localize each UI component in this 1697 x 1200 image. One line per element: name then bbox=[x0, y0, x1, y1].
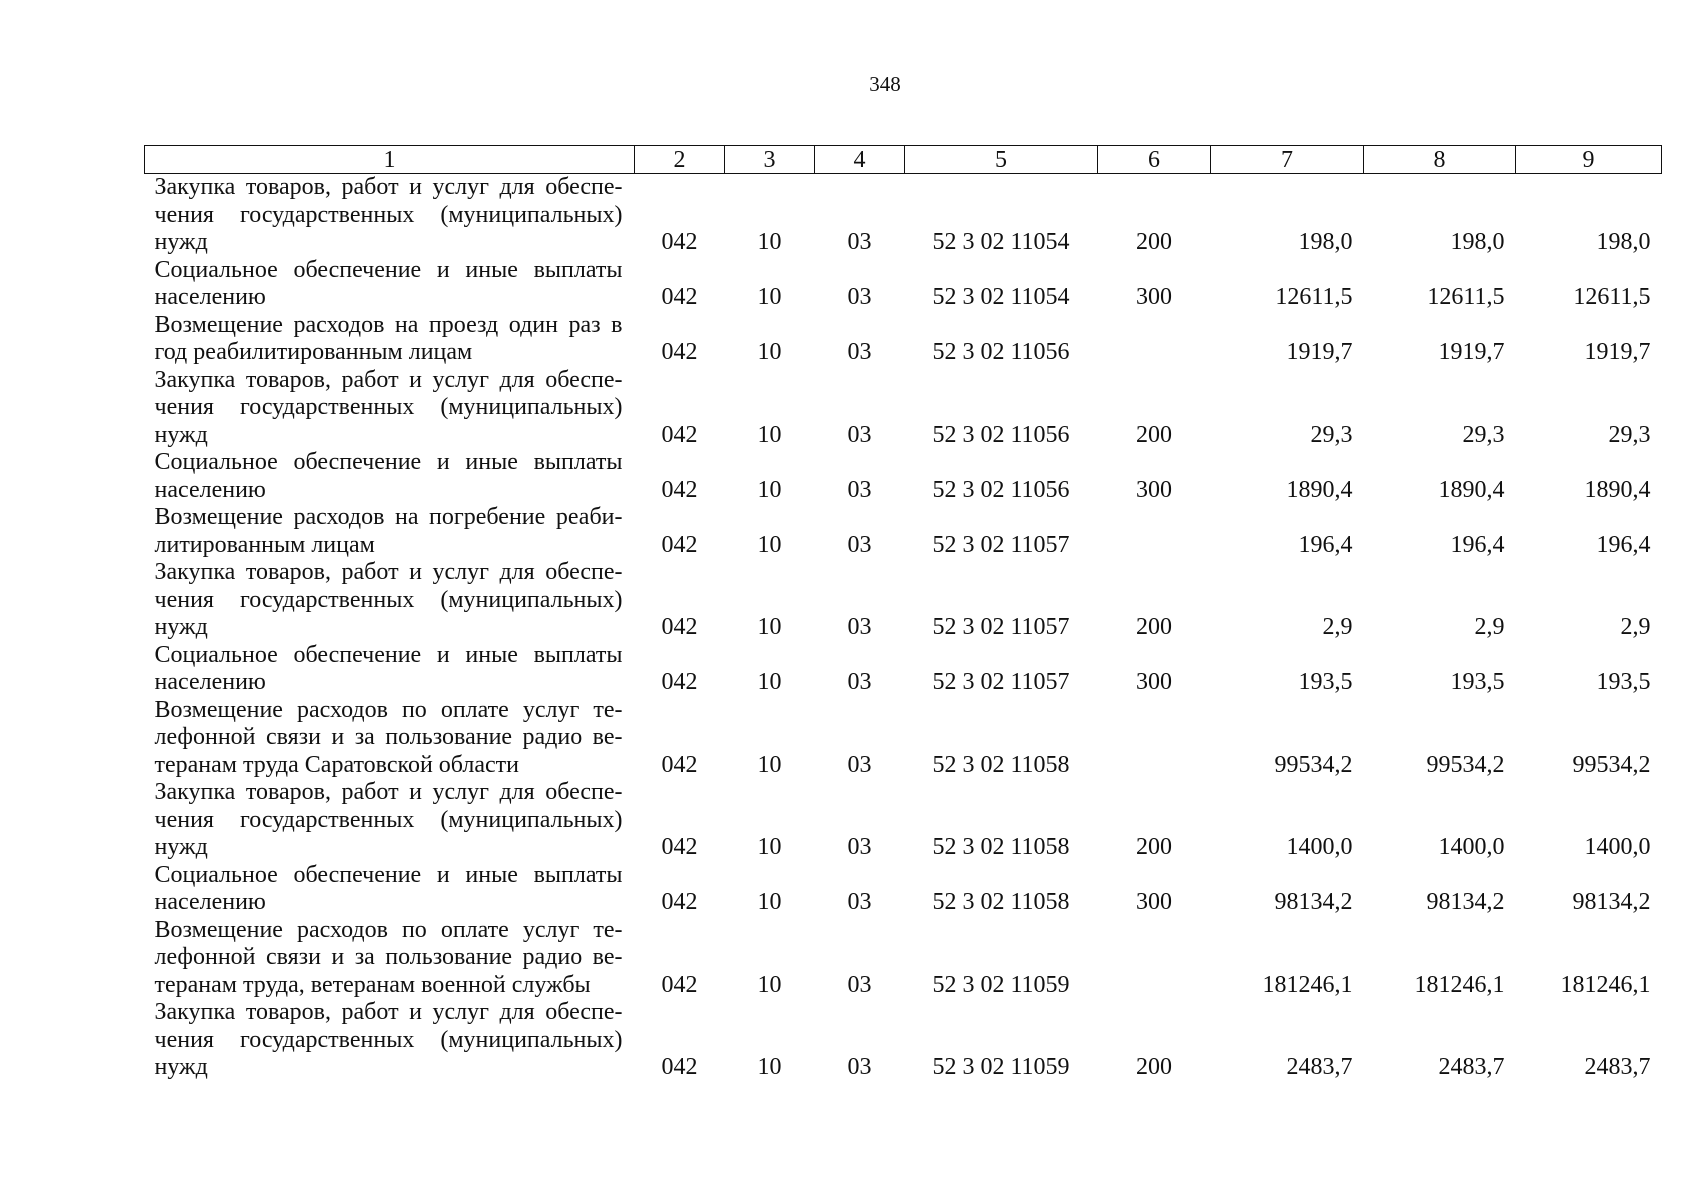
column-header: 9 bbox=[1516, 146, 1662, 174]
expense-type-code: 200 bbox=[1136, 834, 1172, 860]
amount-col-9: 98134,2 bbox=[1572, 889, 1651, 915]
amount-col-7: 29,3 bbox=[1310, 421, 1353, 448]
amount-col-9: 1400,0 bbox=[1584, 834, 1651, 860]
table-row bbox=[145, 257, 1662, 312]
target-article-code: 52 3 02 11054 bbox=[932, 229, 1070, 255]
table-row bbox=[145, 862, 1662, 917]
table-row bbox=[145, 504, 1662, 559]
amount-col-9: 2,9 bbox=[1620, 614, 1651, 640]
expense-type-code: 300 bbox=[1136, 284, 1172, 310]
amount-col-8: 193,5 bbox=[1450, 669, 1505, 695]
amount-col-7: 181246,1 bbox=[1262, 971, 1353, 998]
column-header: 1 bbox=[145, 146, 635, 174]
subsection-code: 03 bbox=[847, 421, 872, 448]
subsection-code: 03 bbox=[847, 531, 872, 558]
target-article-code: 52 3 02 11058 bbox=[932, 834, 1070, 860]
row-description: Закупка товаров, работ и услуг для обеспе-чения государственных (муниципальных) нужд bbox=[154, 779, 623, 860]
target-article-code: 52 3 02 11058 bbox=[932, 751, 1070, 778]
amount-col-7: 99534,2 bbox=[1274, 751, 1353, 778]
admin-code: 042 bbox=[661, 476, 698, 503]
table-row bbox=[145, 779, 1662, 862]
expense-type-code: 300 bbox=[1136, 476, 1172, 503]
column-header: 8 bbox=[1364, 146, 1516, 174]
table-row bbox=[145, 174, 1662, 257]
expense-type-code bbox=[1098, 312, 1211, 367]
amount-col-7: 2,9 bbox=[1322, 614, 1353, 640]
row-description: Социальное обеспечение и иные выплаты населению bbox=[154, 861, 623, 915]
admin-code: 042 bbox=[661, 971, 698, 998]
amount-col-9: 181246,1 bbox=[1560, 971, 1651, 998]
subsection-code: 03 bbox=[847, 284, 872, 310]
subsection-code: 03 bbox=[847, 834, 872, 860]
amount-col-9: 99534,2 bbox=[1572, 751, 1651, 778]
table-row bbox=[145, 312, 1662, 367]
budget-table bbox=[144, 145, 1662, 1082]
row-description: Социальное обеспечение и иные выплаты населению bbox=[154, 256, 623, 310]
target-article-code: 52 3 02 11059 bbox=[932, 971, 1070, 998]
row-description: Закупка товаров, работ и услуг для обеспе-чения государственных (муниципальных) нужд bbox=[154, 174, 623, 255]
amount-col-8: 98134,2 bbox=[1426, 889, 1505, 915]
column-header: 4 bbox=[815, 146, 905, 174]
expense-type-code bbox=[1098, 697, 1211, 780]
amount-col-7: 1400,0 bbox=[1286, 834, 1353, 860]
header-row bbox=[145, 146, 1662, 174]
target-article-code: 52 3 02 11059 bbox=[932, 1054, 1070, 1080]
amount-col-9: 196,4 bbox=[1596, 531, 1651, 558]
section-code: 10 bbox=[757, 614, 782, 640]
row-description: Социальное обеспечение и иные выплаты населению bbox=[154, 641, 623, 695]
amount-col-8: 29,3 bbox=[1462, 421, 1505, 448]
admin-code: 042 bbox=[661, 339, 698, 365]
amount-col-8: 2,9 bbox=[1474, 614, 1505, 640]
amount-col-8: 196,4 bbox=[1450, 531, 1505, 558]
section-code: 10 bbox=[757, 476, 782, 503]
amount-col-9: 29,3 bbox=[1608, 421, 1651, 448]
subsection-code: 03 bbox=[847, 614, 872, 640]
target-article-code: 52 3 02 11054 bbox=[932, 284, 1070, 310]
column-header: 6 bbox=[1098, 146, 1211, 174]
amount-col-7: 193,5 bbox=[1298, 669, 1353, 695]
amount-col-7: 12611,5 bbox=[1275, 284, 1353, 310]
table-row bbox=[145, 917, 1662, 1000]
amount-col-9: 12611,5 bbox=[1573, 284, 1651, 310]
section-code: 10 bbox=[757, 1054, 782, 1080]
admin-code: 042 bbox=[661, 834, 698, 860]
subsection-code: 03 bbox=[847, 339, 872, 365]
expense-type-code: 300 bbox=[1136, 669, 1172, 695]
table-body bbox=[145, 174, 1662, 1082]
amount-col-8: 198,0 bbox=[1450, 229, 1505, 255]
subsection-code: 03 bbox=[847, 229, 872, 255]
admin-code: 042 bbox=[661, 669, 698, 695]
row-description: Закупка товаров, работ и услуг для обеспе-чения государственных (муниципальных) нужд bbox=[154, 999, 623, 1080]
admin-code: 042 bbox=[661, 531, 698, 558]
admin-code: 042 bbox=[661, 751, 698, 778]
admin-code: 042 bbox=[661, 1054, 698, 1080]
section-code: 10 bbox=[757, 834, 782, 860]
row-description: Закупка товаров, работ и услуг для обеспе-чения государственных (муниципальных) нужд bbox=[154, 366, 623, 448]
column-header: 2 bbox=[635, 146, 725, 174]
section-code: 10 bbox=[757, 284, 782, 310]
column-header: 5 bbox=[905, 146, 1098, 174]
column-header: 3 bbox=[725, 146, 815, 174]
expense-type-code bbox=[1098, 504, 1211, 559]
amount-col-8: 1400,0 bbox=[1438, 834, 1505, 860]
target-article-code: 52 3 02 11057 bbox=[932, 614, 1070, 640]
subsection-code: 03 bbox=[847, 1054, 872, 1080]
section-code: 10 bbox=[757, 339, 782, 365]
section-code: 10 bbox=[757, 971, 782, 998]
amount-col-7: 198,0 bbox=[1298, 229, 1353, 255]
amount-col-7: 98134,2 bbox=[1274, 889, 1353, 915]
admin-code: 042 bbox=[661, 284, 698, 310]
table-row bbox=[145, 367, 1662, 450]
amount-col-7: 1919,7 bbox=[1286, 339, 1353, 365]
subsection-code: 03 bbox=[847, 476, 872, 503]
section-code: 10 bbox=[757, 889, 782, 915]
row-description: Закупка товаров, работ и услуг для обеспе-чения государственных (муниципальных) нужд bbox=[154, 559, 623, 640]
amount-col-7: 196,4 bbox=[1298, 531, 1353, 558]
row-description: Возмещение расходов по оплате услуг те-лефонной связи и за пользование радио ве-теранам труда Саратовской области bbox=[154, 696, 623, 778]
subsection-code: 03 bbox=[847, 669, 872, 695]
page-number: 348 bbox=[869, 72, 901, 96]
subsection-code: 03 bbox=[847, 889, 872, 915]
table-row bbox=[145, 559, 1662, 642]
expense-type-code: 300 bbox=[1136, 889, 1172, 915]
subsection-code: 03 bbox=[847, 751, 872, 778]
row-description: Возмещение расходов на погребение реаби-литированным лицам bbox=[154, 504, 623, 558]
table-row bbox=[145, 697, 1662, 780]
target-article-code: 52 3 02 11057 bbox=[932, 531, 1070, 558]
expense-type-code: 200 bbox=[1136, 1054, 1172, 1080]
target-article-code: 52 3 02 11058 bbox=[932, 889, 1070, 915]
target-article-code: 52 3 02 11056 bbox=[932, 476, 1070, 503]
amount-col-8: 99534,2 bbox=[1426, 751, 1505, 778]
table-row bbox=[145, 999, 1662, 1082]
amount-col-8: 181246,1 bbox=[1414, 971, 1505, 998]
section-code: 10 bbox=[757, 531, 782, 558]
amount-col-8: 2483,7 bbox=[1438, 1054, 1505, 1080]
expense-type-code bbox=[1098, 917, 1211, 1000]
amount-col-9: 198,0 bbox=[1596, 229, 1651, 255]
subsection-code: 03 bbox=[847, 971, 872, 998]
amount-col-9: 1890,4 bbox=[1584, 476, 1651, 503]
expense-type-code: 200 bbox=[1136, 421, 1172, 448]
row-description: Возмещение расходов на проезд один раз в год реабилитированным лицам bbox=[154, 311, 623, 365]
amount-col-9: 1919,7 bbox=[1584, 339, 1651, 365]
table-row bbox=[145, 449, 1662, 504]
column-header: 7 bbox=[1211, 146, 1364, 174]
target-article-code: 52 3 02 11057 bbox=[932, 669, 1070, 695]
target-article-code: 52 3 02 11056 bbox=[932, 339, 1070, 365]
section-code: 10 bbox=[757, 421, 782, 448]
row-description: Социальное обеспечение и иные выплаты населению bbox=[154, 449, 623, 503]
admin-code: 042 bbox=[661, 614, 698, 640]
amount-col-9: 2483,7 bbox=[1584, 1054, 1651, 1080]
expense-type-code: 200 bbox=[1136, 229, 1172, 255]
admin-code: 042 bbox=[661, 229, 698, 255]
section-code: 10 bbox=[757, 669, 782, 695]
table-row bbox=[145, 642, 1662, 697]
amount-col-8: 1890,4 bbox=[1438, 476, 1505, 503]
admin-code: 042 bbox=[661, 421, 698, 448]
amount-col-8: 1919,7 bbox=[1438, 339, 1505, 365]
amount-col-7: 2483,7 bbox=[1286, 1054, 1353, 1080]
section-code: 10 bbox=[757, 751, 782, 778]
amount-col-9: 193,5 bbox=[1596, 669, 1651, 695]
row-description: Возмещение расходов по оплате услуг те-лефонной связи и за пользование радио ве-теранам труда, ветеранам военной службы bbox=[154, 916, 623, 998]
expense-type-code: 200 bbox=[1136, 614, 1172, 640]
amount-col-7: 1890,4 bbox=[1286, 476, 1353, 503]
amount-col-8: 12611,5 bbox=[1427, 284, 1505, 310]
section-code: 10 bbox=[757, 229, 782, 255]
admin-code: 042 bbox=[661, 889, 698, 915]
target-article-code: 52 3 02 11056 bbox=[932, 421, 1070, 448]
